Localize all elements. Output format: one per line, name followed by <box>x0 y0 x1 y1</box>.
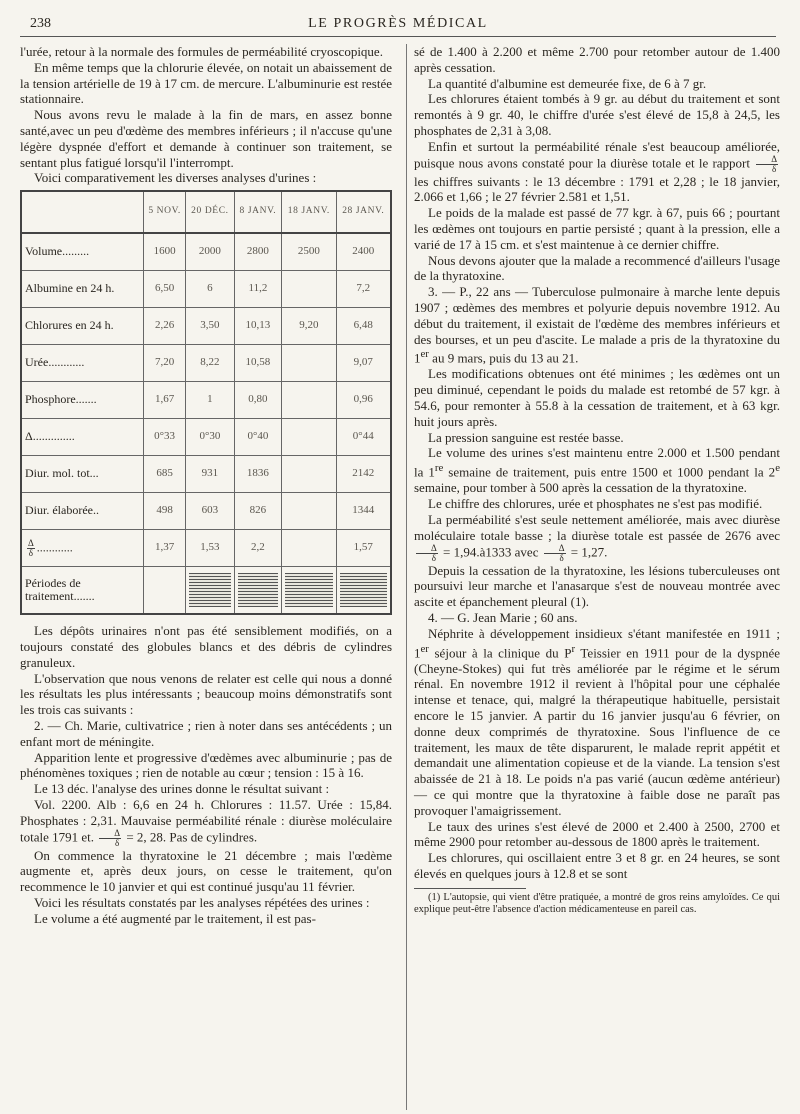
table-cell <box>282 382 336 419</box>
table-cell <box>282 456 336 493</box>
row-label: Diur. mol. tot... <box>21 456 144 493</box>
row-label: Albumine en 24 h. <box>21 271 144 308</box>
paragraph <box>414 139 780 205</box>
paragraph <box>414 445 780 496</box>
table-cell: 1,57 <box>336 530 391 567</box>
text-run: au 9 mars, puis du 13 au 21. <box>428 350 579 366</box>
paragraph: Le 13 déc. l'analyse des urines donne le résultat suivant : <box>34 781 330 797</box>
table-cell: 0°30 <box>186 419 234 456</box>
paragraph: Apparition lente et progressive d'œdèmes avec albuminurie ; pas de phénomènes toxiques ; rien de notable au cœur ; tension : 15 à 16. <box>20 749 392 781</box>
table-cell: 2800 <box>234 233 282 271</box>
fraction-numerator: Δ <box>756 155 778 165</box>
table-cell <box>282 271 336 308</box>
footnote-rule <box>414 888 526 889</box>
table-cell: 7,20 <box>144 345 186 382</box>
paragraph: sé de 1.400 à 2.200 et même 2.700 pour retomber autour de 1.400 après cessation. <box>414 44 780 75</box>
left-column <box>20 44 392 927</box>
paragraph: L'observation que nous venons de relater est celle qui nous a donné les résultats les plus intéressants ; beaucoup moins démonstratifs sont les trois cas suivants : <box>20 670 392 718</box>
table-cell: 2,26 <box>144 308 186 345</box>
table-cell: 1836 <box>234 456 282 493</box>
page-number: 238 <box>30 16 51 31</box>
table-cell: 2500 <box>282 233 336 271</box>
treatment-period-cell <box>336 567 391 615</box>
table-cell: 1344 <box>336 493 391 530</box>
table-cell: 1,67 <box>144 382 186 419</box>
column-header: 18 JANV. <box>282 191 336 233</box>
journal-title: LE PROGRÈS MÉDICAL <box>308 16 488 31</box>
paragraph: En même temps que la chlorurie élevée, on notait un abaissement de la tension artérielle de 19 à 17 cm. de mercure. L'albuminurie est restée stationnaire. <box>20 59 392 107</box>
column-header: 5 NOV. <box>144 191 186 233</box>
fraction-denominator: δ <box>559 552 564 563</box>
text-run: Teissier en 1911 pour de la dyspnée (Cheyne-Stokes) qui fut très améliorée par le régime et le sérum rénal. En novembre 1912 il revient à l'hôpital pour une céphalée intense et tenace, qui, malgré la thérapeutique habituelle, persistait encore le 15 janvier. A partir du 16 janvier jusqu'au 6 février, on donne deux comprimés de thyratoxine. Sous l'influence de ce traitement, les maux de tête disparurent, le malade reprit appétit et demandait une alimentation copieuse et de la viande. La tension s'est abaissée de 21 à 18. Le poids n'a pas varié (aucun œdème antérieur) — ce qui montre que la thyratoxine à faible dose ne paraît pas provoquer l'amaigrissement. <box>414 644 780 818</box>
table-cell: 6,50 <box>144 271 186 308</box>
table-cell: 1600 <box>144 233 186 271</box>
table-header-row <box>21 191 391 233</box>
treatment-period-cell <box>186 567 234 615</box>
table-row <box>21 567 391 615</box>
table-cell: 931 <box>186 456 234 493</box>
table-row <box>21 271 391 308</box>
paragraph: Le poids de la malade est passé de 77 kgr. à 67, puis 66 ; pourtant les œdèmes ont toujours en partie persisté ; quant à la pression, elle a varié de 17 à 15 cm. et s'est maintenue à ce dernier chiffre. <box>414 205 780 252</box>
table-cell: 826 <box>234 493 282 530</box>
superscript: e <box>775 462 780 475</box>
superscript: er <box>420 642 429 655</box>
delta-ratio-fraction <box>416 544 438 563</box>
text-run: La perméabilité s'est seule nettement améliorée, mais avec diurèse moléculaire totale basse ; la diurèse totale est passée de 2676 avec <box>414 511 780 543</box>
treatment-hatching <box>238 573 279 607</box>
paragraph: Nous avons revu le malade à la fin de mars, en assez bonne santé,avec un peu d'œdème des membres inférieurs ; il n'accuse qu'une légère dyspnée d'effort et demande à continuer son traitement, se sentant plus fatigué lorsqu'il l'interrompt. <box>20 107 392 170</box>
table-cell: 1 <box>186 382 234 419</box>
text-run: Le volume des urines s'est maintenu entre 2.000 et 1.500 pendant la 1 <box>414 445 780 480</box>
paragraph: La quantité d'albumine est demeurée fixe, de 6 à 7 gr. <box>428 75 707 91</box>
paragraph: l'urée, retour à la normale des formules de perméabilité cryoscopique. <box>20 44 383 59</box>
paragraph: 4. — G. Jean Marie ; 60 ans. <box>428 609 578 625</box>
table-row <box>21 456 391 493</box>
table-cell: 0,80 <box>234 382 282 419</box>
footnote: (1) L'autopsie, qui vient d'être pratiquée, a montré de gros reins amyloïdes. Ce qui explique peut-être l'absence d'action médicamenteuse en pareil cas. <box>414 891 780 915</box>
table-cell: 10,13 <box>234 308 282 345</box>
paragraph: Le volume a été augmenté par le traitement, il est pas- <box>34 910 316 926</box>
column-header: 20 DÉC. <box>186 191 234 233</box>
row-label: Δ.............. <box>21 419 144 456</box>
table-cell <box>282 530 336 567</box>
row-label: Périodes de traitement....... <box>21 567 144 615</box>
table-cell: 6,48 <box>336 308 391 345</box>
row-label: Urée............ <box>21 345 144 382</box>
table-cell: 11,2 <box>234 271 282 308</box>
table-cell <box>282 345 336 382</box>
row-label <box>21 530 144 567</box>
text-run: semaine de traitement, puis entre 1500 et 1000 pendant la 2 <box>443 464 776 480</box>
table-cell: 2,2 <box>234 530 282 567</box>
table-cell: 2000 <box>186 233 234 271</box>
delta-ratio-fraction <box>27 539 35 558</box>
table-cell: 0,96 <box>336 382 391 419</box>
table-cell: 2142 <box>336 456 391 493</box>
text-run: = 1,94.à1333 avec <box>443 544 539 560</box>
table-cell: 498 <box>144 493 186 530</box>
table-cell: 603 <box>186 493 234 530</box>
delta-ratio-fraction <box>99 829 121 848</box>
column-divider <box>406 44 407 1110</box>
fraction-denominator: δ <box>115 837 120 848</box>
table-row <box>21 345 391 382</box>
table-cell: 0°44 <box>336 419 391 456</box>
paragraph: Depuis la cessation de la thyratoxine, les lésions tuberculeuses ont poursuivi leur marche et l'anasarque s'est de nouveau montrée avec ascite et épanchement pleural (1). <box>414 562 780 610</box>
table-row <box>21 530 391 567</box>
fraction-denominator: δ <box>28 547 34 558</box>
table-cell: 6 <box>186 271 234 308</box>
text-run: 3. — P., 22 ans — Tuberculose pulmonaire à marche lente depuis 1907 ; œdèmes des membres et polyurie depuis novembre 1912. Au début du traitement, il existait de l'œdème des membres inférieurs et des bourses, et un peu d'ascite. Le malade a pris de la thyratoxine du 1 <box>414 284 780 366</box>
paragraph: Les dépôts urinaires n'ont pas été sensiblement modifiés, on a toujours constaté des globules blancs et des débris de cylindres granuleux. <box>20 623 392 670</box>
table-cell: 685 <box>144 456 186 493</box>
paragraph: Nous devons ajouter que la malade a recommencé d'ailleurs l'usage de la thyratoxine. <box>414 252 780 284</box>
table-cell: 9,07 <box>336 345 391 382</box>
table-row <box>21 382 391 419</box>
text-run: semaine, pour tomber à 500 après la cessation de la thyratoxine. <box>414 480 747 496</box>
paragraph: Voici les résultats constatés par les analyses répétées des urines : <box>34 894 370 910</box>
paragraph: Le chiffre des chlorures, urée et phosphates ne s'est pas modifié. <box>428 496 763 512</box>
text-run: séjour à la clinique du P <box>428 644 572 660</box>
text-run: Vol. 2200. Alb : 6,6 en 24 h. Chlorures : 11.57. Urée : 15,84. Phosphates : 2,31. Mauvaise perméabilité rénale : diurèse moléculaire totale 1791 et. <box>20 796 392 845</box>
table-cell: 9,20 <box>282 308 336 345</box>
paragraph: La pression sanguine est restée basse. <box>428 429 624 445</box>
superscript: re <box>434 462 444 475</box>
row-label: Volume......... <box>21 233 144 271</box>
running-head <box>20 14 776 37</box>
fraction-numerator: Δ <box>99 829 121 839</box>
article-body <box>20 44 780 1110</box>
table-cell: 1,53 <box>186 530 234 567</box>
paragraph <box>414 626 780 819</box>
table-row <box>21 308 391 345</box>
paragraph <box>20 797 392 848</box>
text-run: = 1,27. <box>570 544 608 560</box>
paragraph <box>414 512 780 563</box>
row-label: Phosphore....... <box>21 382 144 419</box>
text-run: = 2, 28. Pas de cylindres. <box>126 829 258 845</box>
table-cell: 1,37 <box>144 530 186 567</box>
fraction-denominator: δ <box>771 163 777 174</box>
paragraph: Le taux des urines s'est élevé de 2000 et 2.400 à 2500, 2700 et même 2900 pour retomber au-dessous de 1800 après le traitement. <box>414 818 780 850</box>
paragraph: 2. — Ch. Marie, cultivatrice ; rien à noter dans ses antécédents ; un enfant mort de méningite. <box>20 717 392 749</box>
text-run: les chiffres suivants : le 13 décembre : 1791 et 2,28 ; le 18 janvier, 2.066 et 1,66 ; le 27 février 2.581 et 1,51. <box>414 173 780 205</box>
table-row <box>21 233 391 271</box>
paragraph: Les modifications obtenues ont été minimes ; les œdèmes ont un peu diminué, cependant le poids du malade est retombé de 57 kgr. à 54.6, pour remonter à 55.8 à la cessation de traitement, et à 63 kgr. huit jours après. <box>414 366 780 429</box>
treatment-period-cell <box>234 567 282 615</box>
paragraph <box>414 284 780 366</box>
table-cell <box>282 419 336 456</box>
fraction-numerator: Δ <box>28 537 34 548</box>
fraction-numerator: Δ <box>544 544 566 554</box>
table-cell <box>144 567 186 615</box>
right-column <box>414 44 780 916</box>
text-run: Néphrite à développement insidieux s'étant manifestée en 1911 ; 1 <box>414 625 780 660</box>
delta-ratio-fraction <box>544 544 566 563</box>
table-cell <box>282 493 336 530</box>
table-cell: 0°33 <box>144 419 186 456</box>
treatment-hatching <box>340 573 387 607</box>
paragraph: Les chlorures, qui oscillaient entre 3 et 8 gr. en 24 heures, se sont élevés en quelques jours à 12.8 et se sont <box>414 850 780 882</box>
paragraph: On commence la thyratoxine le 21 décembre ; mais l'œdème augmente et, après deux jours, on cesse le traitement, qu'on recommence le 10 janvier et qui est continué jusqu'au 11 février. <box>20 847 392 895</box>
text-run: Enfin et surtout la perméabilité rénale s'est beaucoup améliorée, puisque nous avons constaté pour la diurèse totale et le rapport <box>414 138 780 171</box>
treatment-period-cell <box>282 567 336 615</box>
urine-analysis-table <box>20 190 392 615</box>
delta-ratio-fraction <box>756 155 778 174</box>
paragraph: Voici comparativement les diverses analyses d'urines : <box>34 170 317 186</box>
superscript: r <box>571 642 576 655</box>
column-header: 8 JANV. <box>234 191 282 233</box>
table-corner <box>21 191 144 233</box>
row-label: Chlorures en 24 h. <box>21 308 144 345</box>
treatment-hatching <box>189 573 230 607</box>
table-cell: 7,2 <box>336 271 391 308</box>
treatment-hatching <box>285 573 332 607</box>
fraction-denominator: δ <box>431 552 437 563</box>
superscript: er <box>420 348 429 361</box>
table-cell: 3,50 <box>186 308 234 345</box>
table-cell: 8,22 <box>186 345 234 382</box>
table-cell: 10,58 <box>234 345 282 382</box>
paragraph: Les chlorures étaient tombés à 9 gr. au début du traitement et sont remontés à 9 gr. 40, le chiffre d'urée s'est élevé de 15,8 à 24,5, les phosphates de 2,31 à 3,08. <box>414 91 780 138</box>
table-row <box>21 419 391 456</box>
table-cell: 0°40 <box>234 419 282 456</box>
table-cell: 2400 <box>336 233 391 271</box>
table-row <box>21 493 391 530</box>
row-label-dots: ............ <box>36 539 73 554</box>
row-label: Diur. élaborée.. <box>21 493 144 530</box>
fraction-numerator: Δ <box>416 544 438 554</box>
column-header: 28 JANV. <box>336 191 391 233</box>
